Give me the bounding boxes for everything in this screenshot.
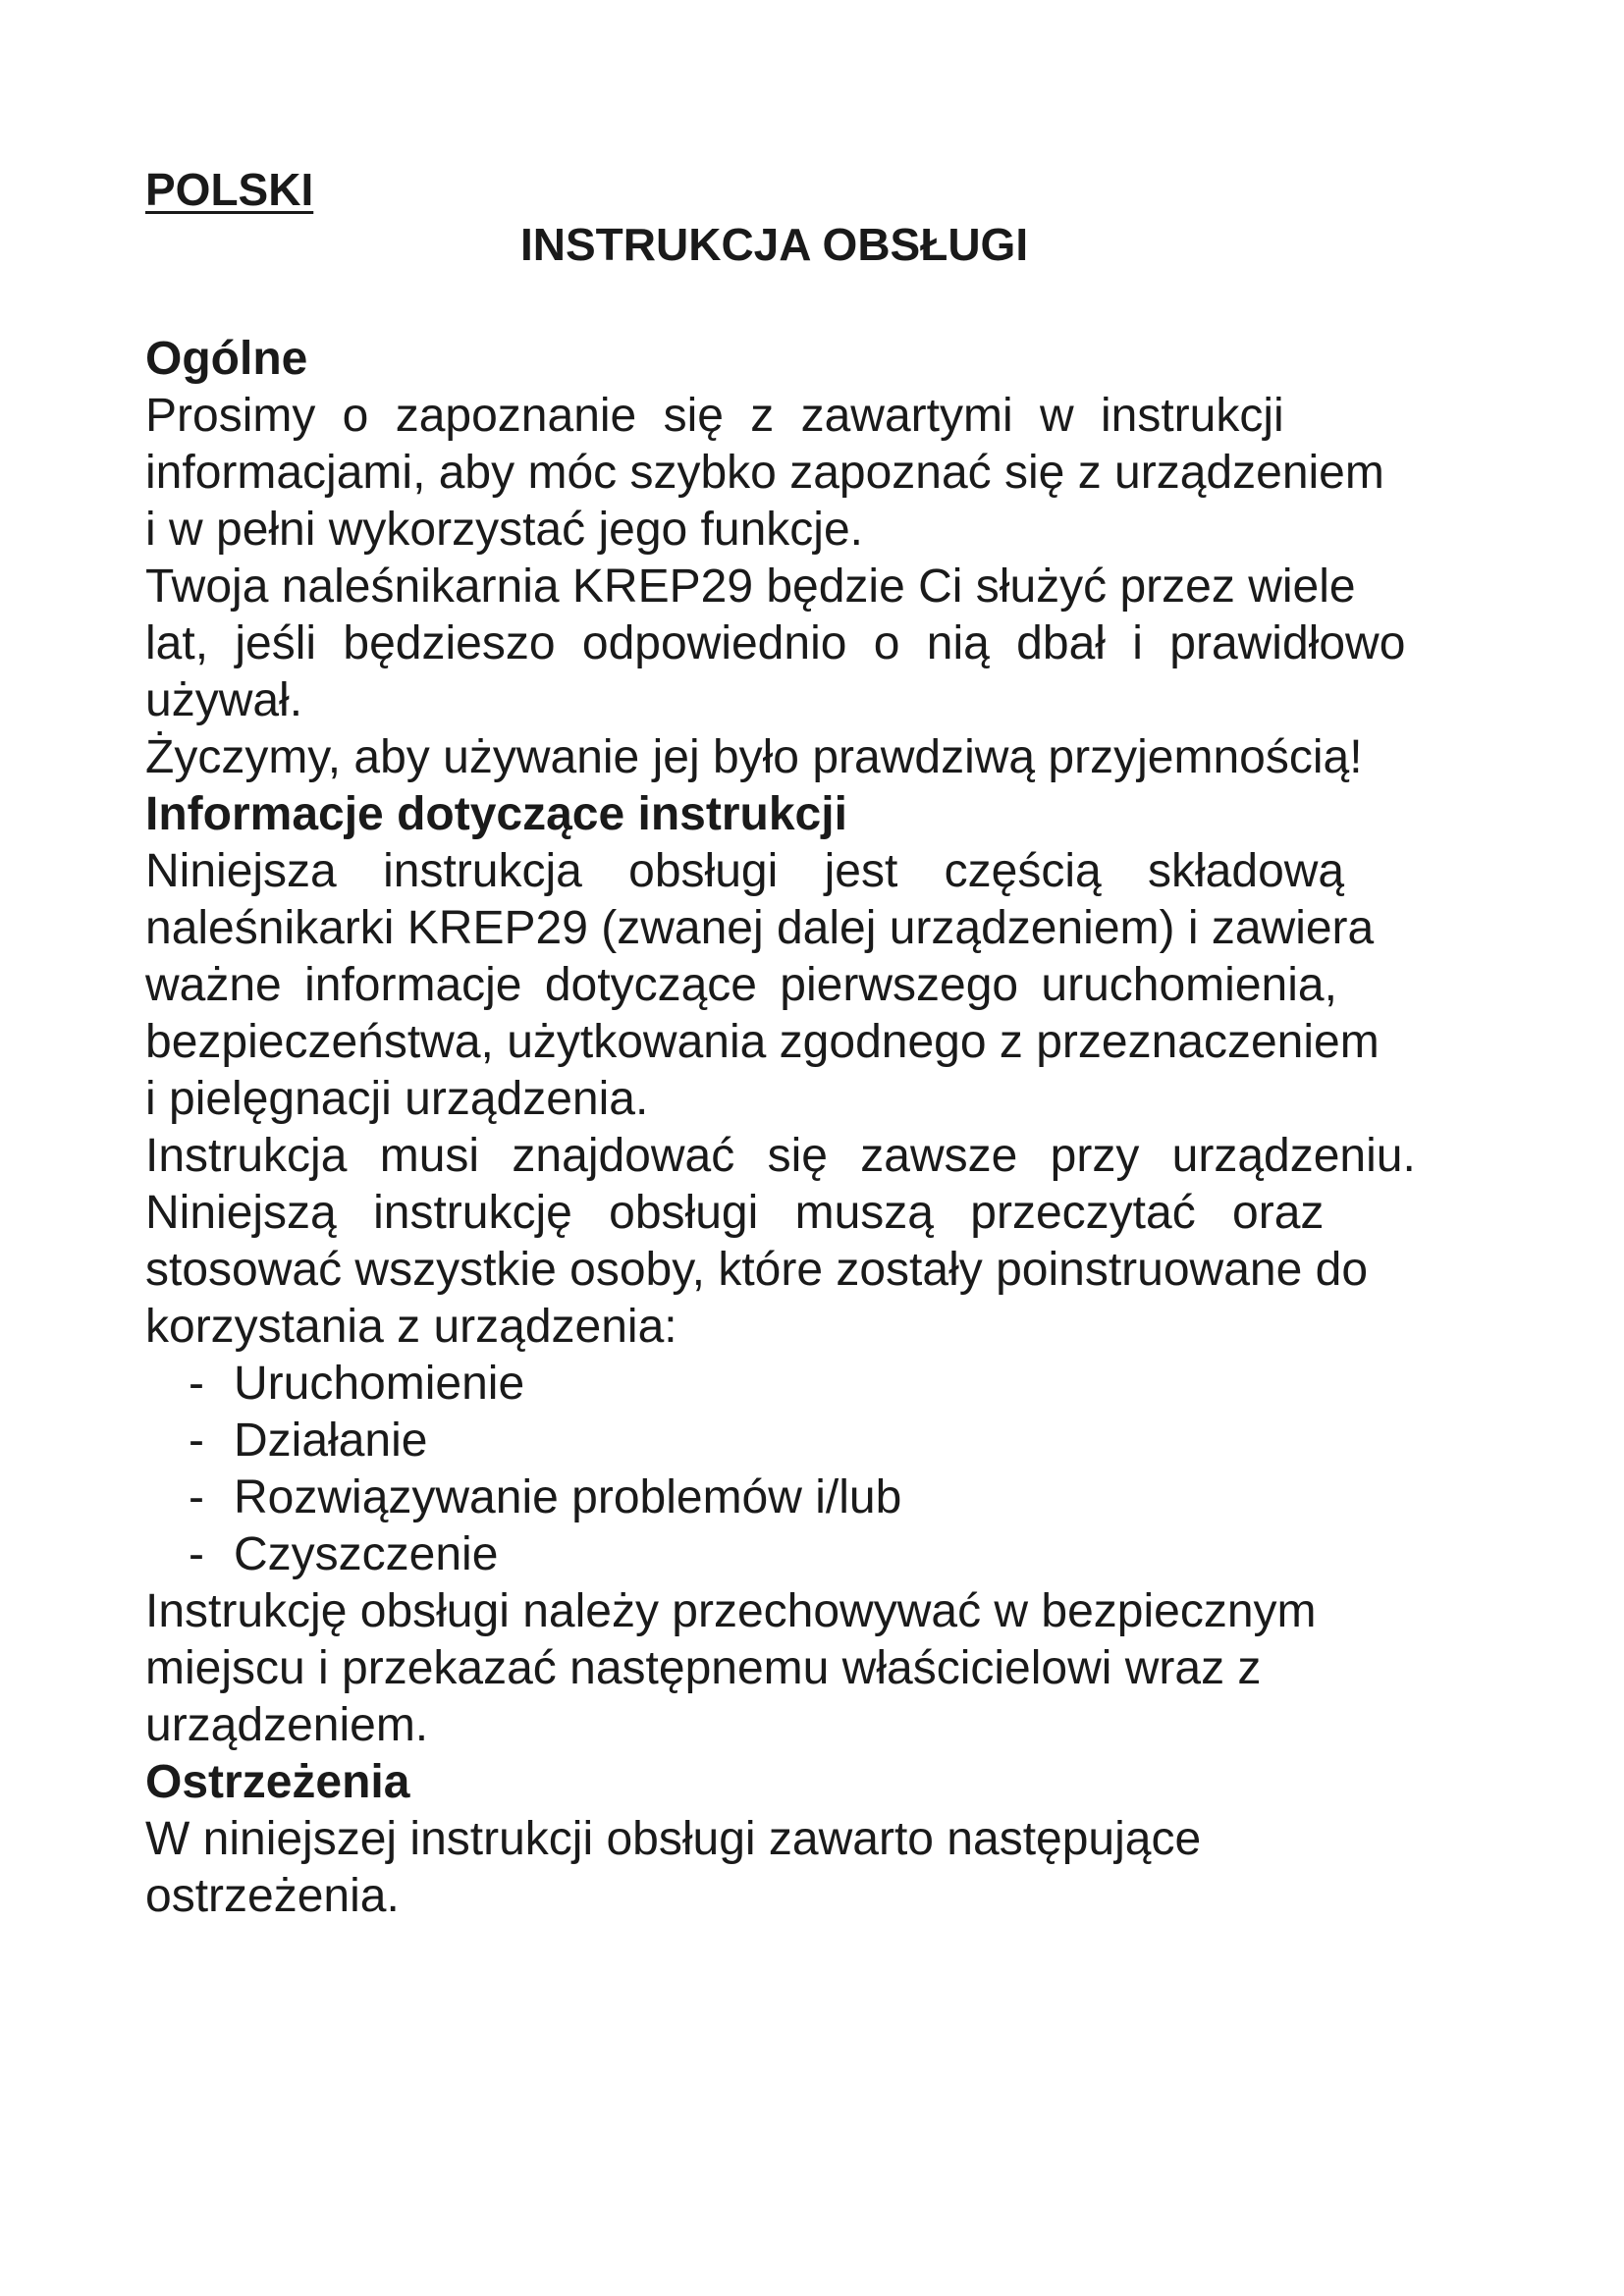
list-item <box>189 1356 1486 1413</box>
text-line: miejscu i przekazać następnemu właścicielowi wraz z <box>145 1642 1262 1694</box>
text-line: i pielęgnacji urządzenia. <box>145 1073 649 1125</box>
general-paragraph-1 <box>145 388 1486 559</box>
list-item <box>189 1526 1486 1583</box>
usage-steps-list <box>145 1356 1486 1583</box>
text-line: Instrukcję obsługi należy przechowywać w bezpiecznym <box>145 1585 1317 1637</box>
text-line: W niniejszej instrukcji obsługi zawarto następujące <box>145 1813 1202 1865</box>
instructions-info-paragraph-3 <box>145 1583 1486 1754</box>
list-item-text: Rozwiązywanie problemów i/lub <box>234 1471 902 1523</box>
list-item <box>189 1413 1486 1469</box>
list-item-text: Działanie <box>234 1415 428 1467</box>
instructions-info-paragraph-1 <box>145 843 1486 1128</box>
list-item-text: Uruchomienie <box>234 1358 525 1410</box>
list-item <box>189 1469 1486 1526</box>
document-content <box>145 162 1486 1925</box>
section-heading-instructions-info: Informacje dotyczące instrukcji <box>145 788 847 840</box>
spacer <box>145 272 1486 331</box>
list-marker: - <box>189 1528 204 1580</box>
warnings-paragraph-1 <box>145 1811 1486 1925</box>
text-line: naleśnikarki KREP29 (zwanej dalej urządzeniem) i zawiera <box>145 902 1375 954</box>
instructions-info-paragraph-2 <box>145 1128 1486 1356</box>
list-item-text: Czyszczenie <box>234 1528 499 1580</box>
text-line: lat, jeśli będzieszo odpowiednio o nią dbał i prawidłowo <box>145 617 1406 669</box>
section-heading-warnings: Ostrzeżenia <box>145 1756 410 1808</box>
text-line: ważne informacje dotyczące pierwszego uruchomienia, <box>145 959 1337 1011</box>
text-line: bezpieczeństwa, użytkowania zgodnego z przeznaczeniem <box>145 1016 1380 1068</box>
language-label: POLSKI <box>145 164 314 215</box>
text-line: Twoja naleśnikarnia KREP29 będzie Ci służyć przez wiele <box>145 561 1356 613</box>
text-line: Życzymy, aby używanie jej było prawdziwą przyjemnością! <box>145 731 1363 783</box>
text-line: i w pełni wykorzystać jego funkcje. <box>145 504 863 556</box>
general-paragraph-3 <box>145 729 1486 786</box>
text-line: urządzeniem. <box>145 1699 429 1751</box>
general-paragraph-2 <box>145 559 1486 729</box>
section-heading-general: Ogólne <box>145 333 308 385</box>
text-line: informacjami, aby móc szybko zapoznać się z urządzeniem <box>145 447 1384 499</box>
text-line: używał. <box>145 674 303 726</box>
list-marker: - <box>189 1358 204 1410</box>
text-line: Niniejszą instrukcję obsługi muszą przeczytać oraz <box>145 1187 1325 1239</box>
text-line: korzystania z urządzenia: <box>145 1301 677 1353</box>
list-marker: - <box>189 1415 204 1467</box>
document-title: INSTRUKCJA OBSŁUGI <box>520 219 1029 270</box>
text-line: stosować wszystkie osoby, które zostały poinstruowane do <box>145 1244 1369 1296</box>
text-line: Niniejsza instrukcja obsługi jest częścią składową <box>145 845 1345 897</box>
list-marker: - <box>189 1471 204 1523</box>
text-line: Prosimy o zapoznanie się z zawartymi w instrukcji <box>145 390 1284 442</box>
text-line: ostrzeżenia. <box>145 1870 400 1922</box>
text-line: Instrukcja musi znajdować się zawsze przy urządzeniu. <box>145 1130 1416 1182</box>
